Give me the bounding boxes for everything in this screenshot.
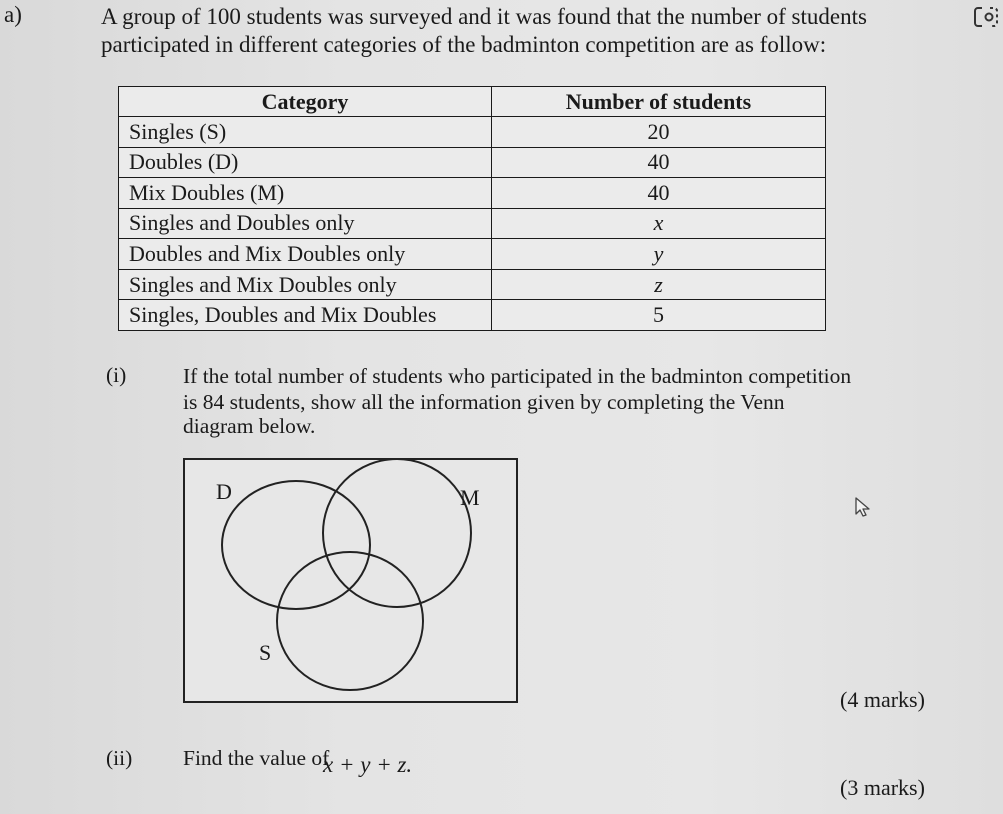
category-cell: Singles (S) bbox=[119, 117, 492, 148]
table-row bbox=[119, 239, 826, 270]
part-ii-expression: x + y + z. bbox=[323, 752, 413, 777]
category-cell: Doubles and Mix Doubles only bbox=[119, 239, 492, 270]
question-intro-line-2: participated in different categories of the badminton competition are as follow: bbox=[101, 32, 827, 57]
set-label-m: M bbox=[460, 485, 480, 510]
category-cell: Singles, Doubles and Mix Doubles bbox=[119, 300, 492, 331]
part-i-label: (i) bbox=[106, 363, 127, 387]
column-header-category: Category bbox=[119, 87, 492, 117]
venn-set-m bbox=[323, 460, 471, 607]
category-cell: Doubles (D) bbox=[119, 147, 492, 178]
venn-set-s bbox=[277, 552, 423, 690]
mouse-pointer-icon bbox=[853, 496, 875, 518]
category-cell: Singles and Doubles only bbox=[119, 208, 492, 239]
part-ii-marks: (3 marks) bbox=[840, 775, 925, 800]
question-intro-line-1: A group of 100 students was surveyed and it was found that the number of students bbox=[101, 4, 867, 29]
count-cell: y bbox=[492, 239, 826, 270]
set-label-d: D bbox=[216, 479, 232, 504]
part-i-marks: (4 marks) bbox=[840, 687, 925, 712]
table-row bbox=[119, 147, 826, 178]
table-row bbox=[119, 269, 826, 300]
table-row bbox=[119, 208, 826, 239]
venn-diagram[interactable] bbox=[183, 458, 518, 703]
count-cell: 5 bbox=[492, 300, 826, 331]
part-ii-label: (ii) bbox=[106, 746, 133, 770]
question-label: a) bbox=[4, 2, 22, 27]
table-row bbox=[119, 117, 826, 148]
category-cell: Singles and Mix Doubles only bbox=[119, 269, 492, 300]
count-cell: 40 bbox=[492, 178, 826, 209]
part-i-line-2: is 84 students, show all the information given by completing the Venn bbox=[183, 390, 785, 414]
part-i-line-3: diagram below. bbox=[183, 414, 316, 438]
count-cell: x bbox=[492, 208, 826, 239]
category-table bbox=[118, 86, 826, 331]
part-ii-text: Find the value of bbox=[183, 746, 330, 770]
toggle-icon[interactable] bbox=[973, 4, 999, 30]
part-i-line-1: If the total number of students who participated in the badminton competition bbox=[183, 364, 852, 388]
venn-set-d bbox=[222, 481, 370, 609]
count-cell: 40 bbox=[492, 147, 826, 178]
table-row bbox=[119, 178, 826, 209]
column-header-number: Number of students bbox=[492, 87, 826, 117]
set-label-s: S bbox=[259, 640, 272, 665]
count-cell: 20 bbox=[492, 117, 826, 148]
table-header-row bbox=[119, 87, 826, 117]
table-row bbox=[119, 300, 826, 331]
count-cell: z bbox=[492, 269, 826, 300]
category-cell: Mix Doubles (M) bbox=[119, 178, 492, 209]
